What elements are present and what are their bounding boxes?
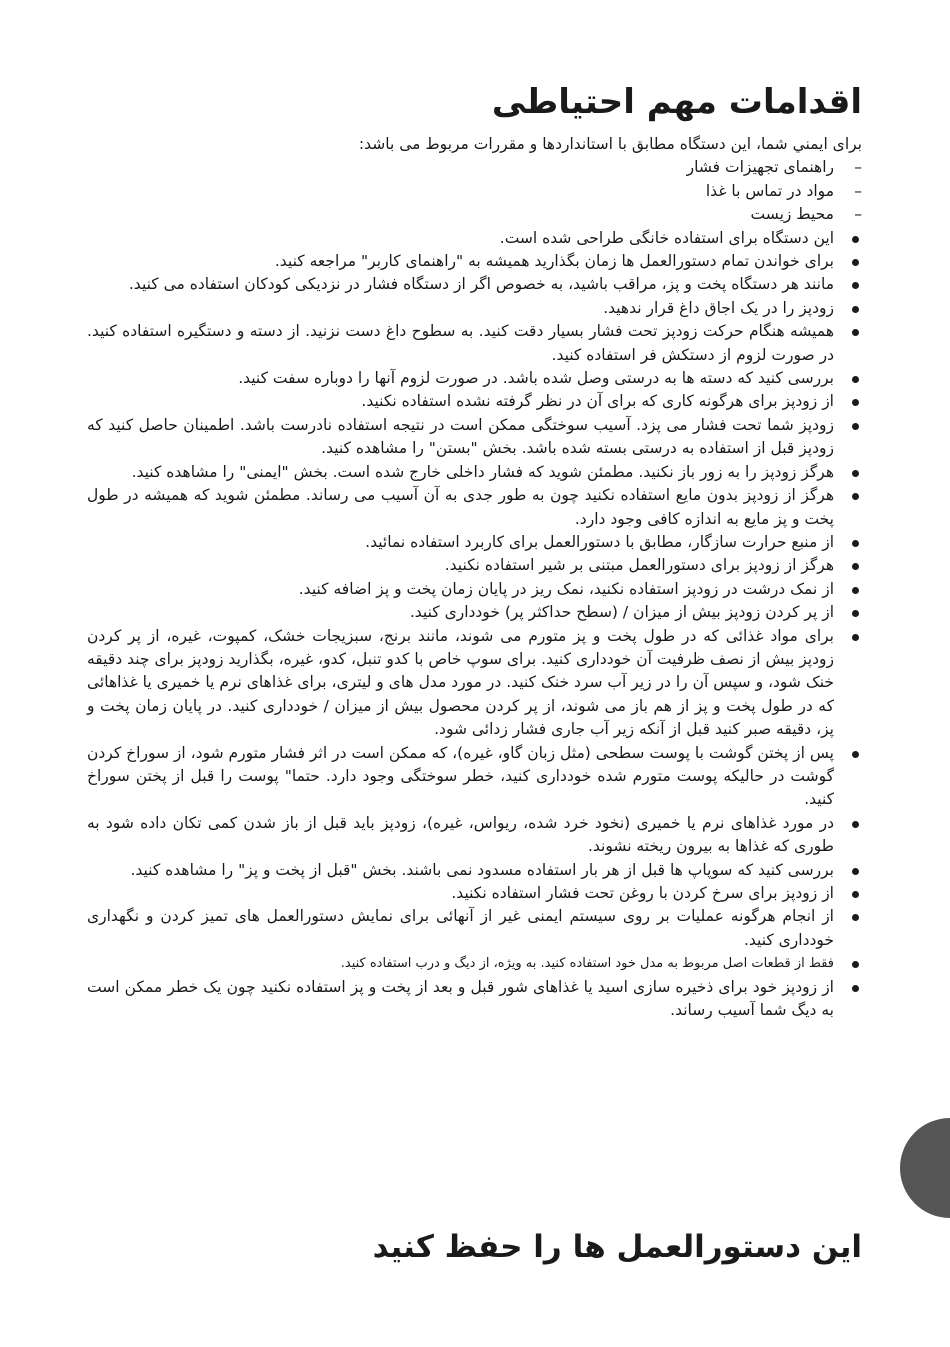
precaution-item: پس از پختن گوشت با پوست سطحی (مثل زبان گاو، غیره)، که ممکن است در اثر فشار متورم شود، از سوراخ کردن گوشت در حالیکه پوست متورم شده خودداری کنید، خطر سوختگی وجود دارد. حتما" پوست را قبل از پختن سوراخ کنید. [87, 742, 862, 812]
precaution-item: از نمک درشت در زودپز استفاده نکنید، نمک ریز در پایان زمان پخت و پز اضافه کنید. [87, 578, 862, 601]
standard-item: – محیط زیست [87, 203, 862, 226]
precaution-item: بررسی کنید که سوپاپ ها قبل از هر بار استفاده مسدود نمی باشند. بخش "قبل از پخت و پز" را مشاهده کنید. [87, 859, 862, 882]
precaution-item: همیشه هنگام حرکت زودپز تحت فشار بسیار دقت کنید. به سطوح داغ دست نزنید. از دسته و دستگیره استفاده کنید. در صورت لزوم از دستکش فر استفاده کنید. [87, 320, 862, 367]
precaution-item: این دستگاه برای استفاده خانگی طراحی شده است. [87, 227, 862, 250]
precaution-item: فقط از قطعات اصل مربوط به مدل خود استفاده کنید. به ویژه، از دیگ و درب استفاده کنید. [87, 952, 862, 975]
precaution-item: از زودپز برای سرخ کردن با روغن تحت فشار استفاده نکنید. [87, 882, 862, 905]
precaution-item: از پر کردن زودپز بیش از میزان / (سطح حداکثر پر) خودداری کنید. [87, 601, 862, 624]
precaution-item: برای خواندن تمام دستورالعمل ها زمان بگذارید همیشه به "راهنمای کاربر" مراجعه کنید. [87, 250, 862, 273]
precaution-item: هرگز زودپز را به زور باز نکنید. مطمئن شوید که فشار داخلی خارج شده است. بخش "ایمنی" را مشاهده کنید. [87, 461, 862, 484]
precaution-item: زودپز را در یک اجاق داغ قرار ندهید. [87, 297, 862, 320]
footer-title: این دستورالعمل ها را حفظ کنید [372, 1229, 862, 1265]
page-title: اقدامات مهم احتیاطی [491, 82, 862, 122]
standard-item: – مواد در تماس با غذا [87, 180, 862, 203]
precautions-list [87, 227, 862, 1023]
precaution-item: برای مواد غذائی که در طول پخت و پز متورم می شوند، مانند برنج، سبزیجات خشک، کمپوت، غیره، از پر کردن زودپز بیش از نصف ظرفیت آن خودداری کنید. برای سوپ خاص با کدو تنبل، کدو، غیره، بگذارید زودپز برای چند دقیقه خنک شود، و سپس آن را در زیر آب سرد خنک کنید. در مورد مدل های و لیتری، برای غذاهای نرم یا خمیری یا غذاهائی که در طول پخت و پز از هم باز می شوند، از پر کردن محصول بیش از میزان / خودداری کنید. در پایان زمان پخت و پز، دقیقه صبر کنید قبل از آنکه زیر آب جاری فشار زدائی شود. [87, 625, 862, 742]
standard-item: – راهنمای تجهیزات فشار [87, 156, 862, 179]
section-tab-marker [900, 1118, 950, 1218]
precaution-item: هرگز از زودپز بدون مایع استفاده نکنید چون به طور جدی به آن آسیب می رساند. مطمئن شوید که همیشه در طول پخت و پز مایع به اندازه کافی وجود دارد. [87, 484, 862, 531]
precaution-item: مانند هر دستگاه پخت و پز، مراقب باشید، به خصوص اگر از دستگاه فشار در نزدیکی کودکان استفاده می کنید. [87, 273, 862, 296]
precaution-item: از منبع حرارت سازگار، مطابق با دستورالعمل برای کاربرد استفاده نمائید. [87, 531, 862, 554]
precaution-item: در مورد غذاهای نرم یا خمیری (نخود خرد شده، ریواس، غیره)، زودپز باید قبل از باز شدن کمی تکان داده شود به طوری که غذاها به بیرون ریخته نشوند. [87, 812, 862, 859]
precaution-item: از انجام هرگونه عملیات بر روی سیستم ایمنی غیر از آنهائی برای نمایش دستورالعمل های تمیز کردن و نگهداری خودداری کنید. [87, 905, 862, 952]
precaution-item: زودپز شما تحت فشار می پزد. آسیب سوختگی ممکن است در نتیجه استفاده نادرست باشد. اطمینان حاصل کنید که زودپز قبل از استفاده به درستی بسته شده باشد. بخش "بستن" را مشاهده کنید. [87, 414, 862, 461]
precaution-item: از زودپز خود برای ذخیره سازی اسید یا غذاهای شور قبل و بعد از پخت و پز استفاده نکنید چون یک خطر ممکن است به دیگ شما آسیب رساند. [87, 976, 862, 1023]
precaution-item: بررسی کنید که دسته ها به درستی وصل شده باشد. در صورت لزوم آنها را دوباره سفت کنید. [87, 367, 862, 390]
intro-paragraph: برای ایمني شما، این دستگاه مطابق با استانداردها و مقررات مربوط می باشد: [358, 135, 862, 153]
precaution-item: از زودپز برای هرگونه کاری که برای آن در نظر گرفته نشده استفاده نکنید. [87, 390, 862, 413]
content-body [87, 133, 862, 1022]
precaution-item: هرگز از زودپز برای دستورالعمل مبتنی بر شیر استفاده نکنید. [87, 554, 862, 577]
standards-list [87, 156, 862, 226]
